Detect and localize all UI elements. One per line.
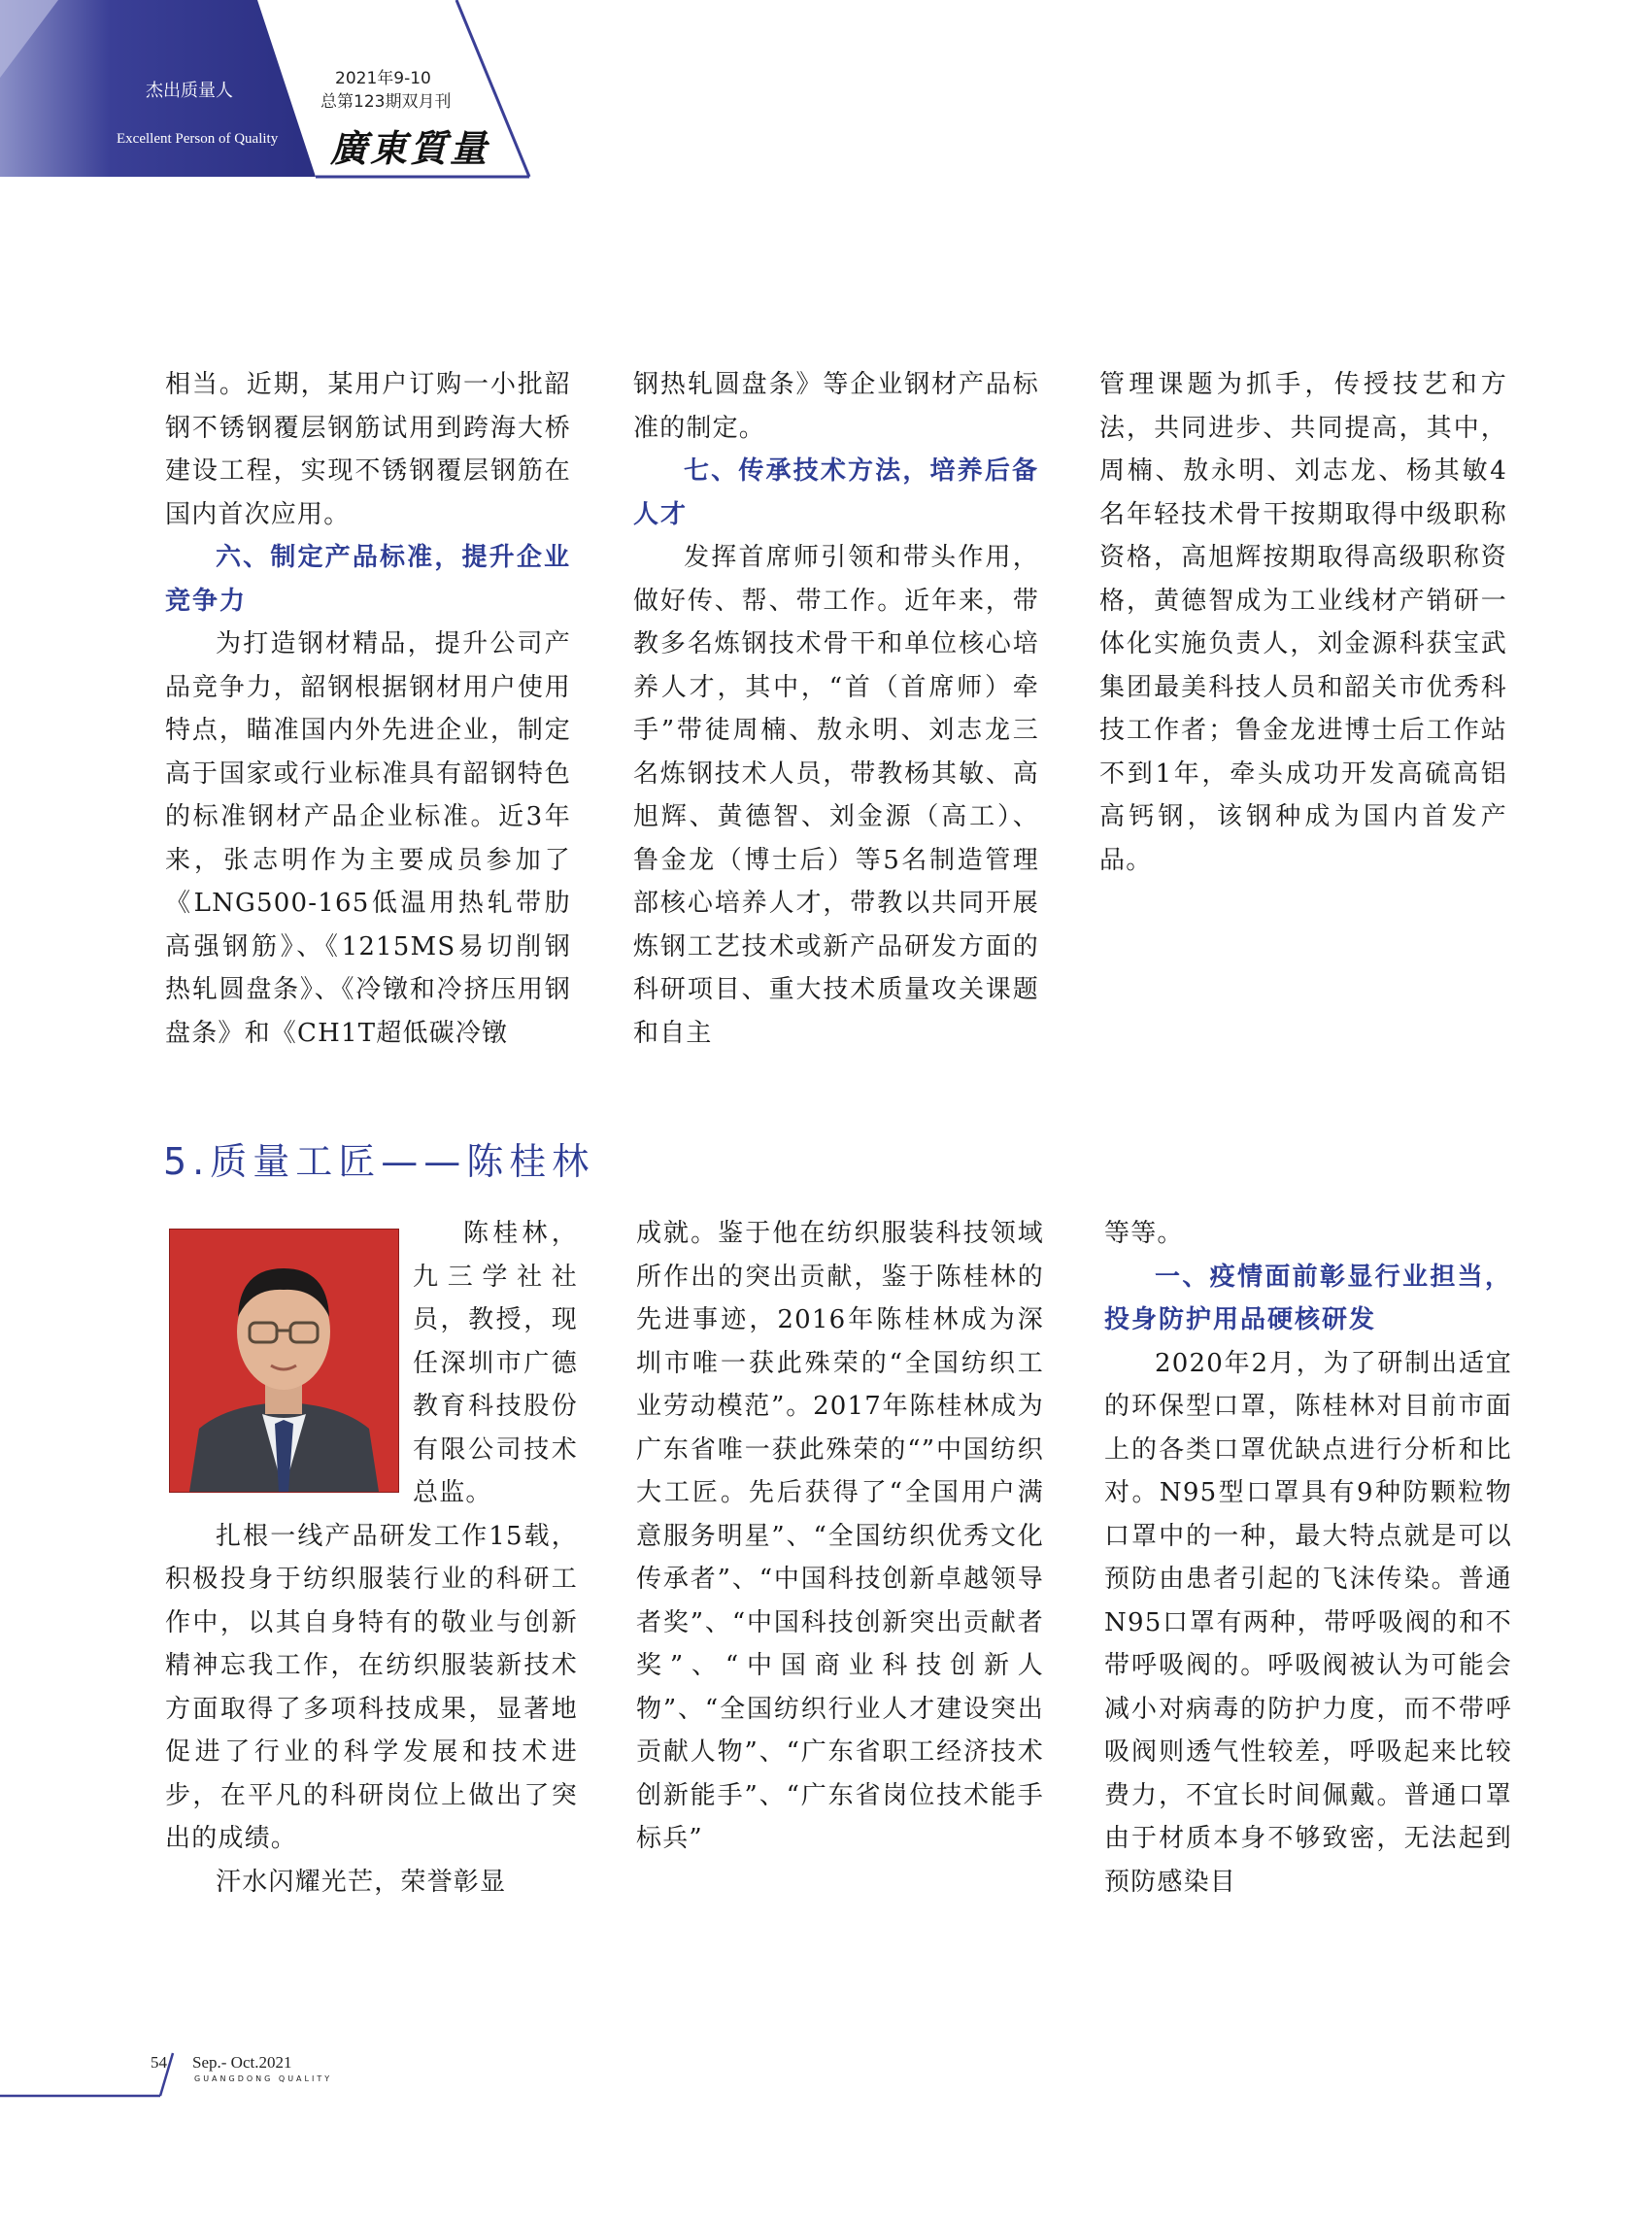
section-heading: 七、传承技术方法，培养后备人才: [633, 456, 1039, 529]
paragraph: 2020年2月，为了研制出适宜的环保型口罩，陈桂林对目前市面上的各类口罩优缺点进行分析和比对。N95型口罩具有9种防颗粒物口罩中的一种，最大特点就是可以预防由患者引起的飞沫传染。普通N95口罩有两种，带呼吸阀的和不带呼吸阀的。呼吸阀被认为可能会减小对病毒的防护力度，而不带呼吸阀则透气性较差，呼吸起来比较费力，不宜长时间佩戴。普通口罩由于材质本身不够致密，无法起到预防感染目: [1104, 1348, 1512, 1897]
paragraph: 汗水闪耀光芒，荣誉彰显: [216, 1867, 507, 1897]
section-heading: 一、疫情面前彰显行业担当，投身防护用品硬核研发: [1104, 1262, 1512, 1334]
paragraph: 扎根一线产品研发工作15载，积极投身于纺织服装行业的科研工作中，以其自身特有的敬业与创新精神忘我工作，在纺织服装新技术方面取得了多项科技成果，显著地促进了行业的科学发展和技术进步，在平凡的科研岗位上做出了突出的成绩。: [165, 1521, 578, 1853]
article-title: 5.质量工匠——陈桂林: [163, 1140, 595, 1183]
issue-date: 2021年9-10: [335, 69, 431, 88]
footer-magazine-name: GUANGDONG QUALITY: [194, 2074, 333, 2083]
paragraph: 相当。近期，某用户订购一小批韶钢不锈钢覆层钢筋试用到跨海大桥建设工程，实现不锈钢覆层钢筋在国内首次应用。: [165, 370, 571, 529]
article-column-1: [165, 363, 571, 1055]
article-column-6: [1104, 1212, 1512, 1904]
section-heading: 六、制定产品标准，提升企业竞争力: [165, 543, 571, 616]
section-label: 杰出质量人: [146, 81, 233, 101]
article-column-5: [636, 1212, 1044, 1861]
portrait-photo: [169, 1229, 399, 1493]
paragraph: 钢热轧圆盘条》等企业钢材产品标准的制定。: [633, 370, 1039, 443]
paragraph: 为打造钢材精品，提升公司产品竞争力，韶钢根据钢材用户使用特点，瞄准国内外先进企业，制定高于国家或行业标准具有韶钢特色的标准钢材产品企业标准。近3年来，张志明作为主要成员参加了《LNG500-165低温用热轧带肋高强钢筋》、《1215MS易切削钢热轧圆盘条》、《冷镦和冷挤压用钢盘条》和《CH1T超低碳冷镦: [165, 629, 571, 1048]
magazine-title: 廣東質量: [330, 126, 490, 170]
footer-date: Sep.- Oct.2021: [192, 2053, 292, 2072]
paragraph: 成就。鉴于他在纺织服装科技领域所作出的突出贡献，鉴于陈桂林的先进事迹，2016年陈桂林成为深圳市唯一获此殊荣的“全国纺织工业劳动模范”。2017年陈桂林成为广东省唯一获此殊荣的“”中国纺织大工匠。先后获得了“全国用户满意服务明星”、“全国纺织优秀文化传承者”、“中国科技创新卓越领导者奖”、“中国科技创新突出贡献者奖”、“中国商业科技创新人物”、“全国纺织行业人才建设突出贡献人物”、“广东省职工经济技术创新能手”、“广东省岗位技术能手标兵”: [636, 1219, 1044, 1853]
paragraph: 陈桂林，九三学社社员，教授，现任深圳市广德教育科技股份有限公司技术总监。: [413, 1219, 578, 1507]
article-column-4: [165, 1212, 578, 1904]
issue-number: 总第123期双月刊: [320, 92, 452, 112]
article-column-2: [633, 363, 1039, 1055]
paragraph: 等等。: [1104, 1219, 1184, 1248]
page-number: 54: [151, 2053, 167, 2072]
article-column-3: [1099, 363, 1507, 882]
paragraph: 管理课题为抓手，传授技艺和方法，共同进步、共同提高，其中，周楠、敖永明、刘志龙、杨其敏4名年轻技术骨干按期取得中级职称资格，高旭辉按期取得高级职称资格，黄德智成为工业线材产销研一体化实施负责人，刘金源科获宝武集团最美科技人员和韶关市优秀科技工作者；鲁金龙进博士后工作站不到1年，牵头成功开发高硫高铝高钙钢，该钢种成为国内首发产品。: [1099, 370, 1507, 875]
paragraph: 发挥首席师引领和带头作用，做好传、帮、带工作。近年来，带教多名炼钢技术骨干和单位核心培养人才，其中，“首（首席师）牵手”带徒周楠、敖永明、刘志龙三名炼钢技术人员，带教杨其敏、高旭辉、黄德智、刘金源（高工）、鲁金龙（博士后）等5名制造管理部核心培养人才，带教以共同开展炼钢工艺技术或新产品研发方面的科研项目、重大技术质量攻关课题和自主: [633, 543, 1039, 1048]
section-label-en: Excellent Person of Quality: [117, 131, 279, 147]
